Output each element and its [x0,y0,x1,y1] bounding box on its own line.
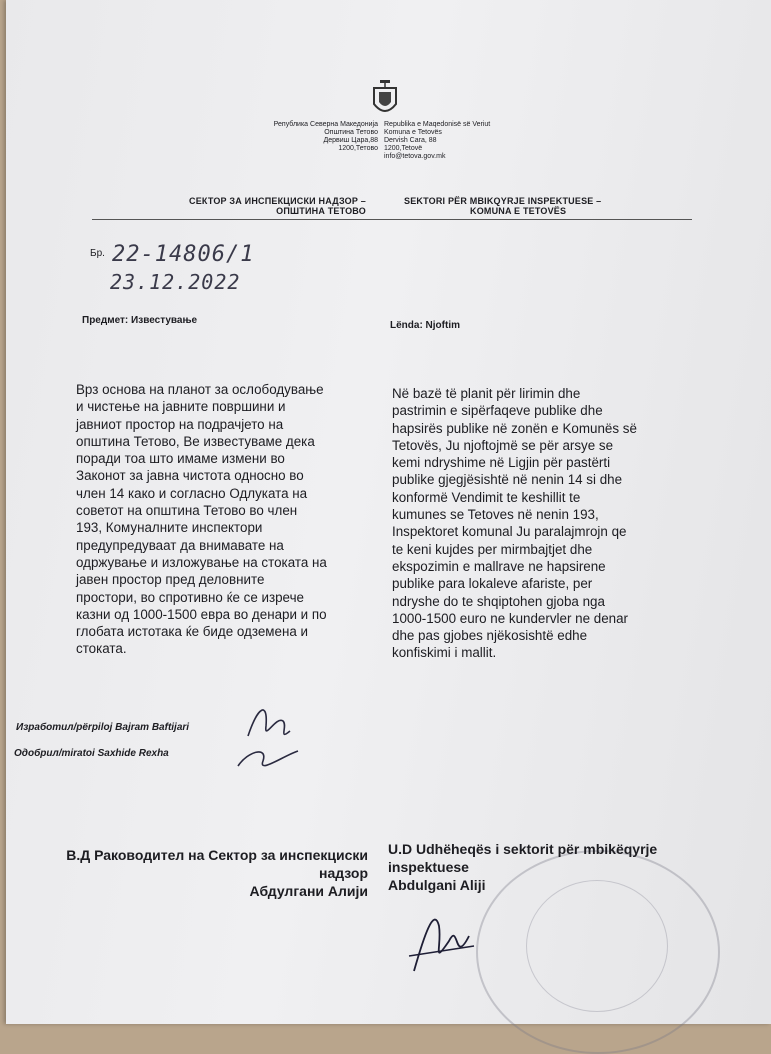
coat-of-arms-icon [368,80,402,120]
header-right [384,121,554,161]
footer-mk-line2: надзор [318,865,368,881]
body-line: publike para lokaleve afariste, per [392,576,593,592]
footer-mk [26,846,368,900]
body-line: kumunes se Tetoves në nenin 193, [392,507,599,523]
official-stamp-inner [526,880,668,1012]
body-line: простори, во спротивно ќе се изрече [76,589,304,605]
sector-sq-line2: KOMUNA E TETOVËS [470,206,567,216]
header-left-line3: Дервиш Цара,88 [323,137,378,144]
body-line: ekspozimin e mallrave ne hapsirene [392,558,606,574]
footer-sq-line2: inspektuese [388,859,469,875]
body-line: предупредуваат да внимавате на [76,537,284,553]
header-email: info@tetova.gov.mk [384,153,446,160]
header-left-line1: Република Северна Македонија [273,121,378,128]
header-right-line1: Republika e Maqedonisë së Veriut [384,121,491,128]
footer-sq-name: Abdulgani Aliji [388,877,486,893]
footer-sq-line1: U.D Udhëheqës i sektorit për mbikëqyrje [388,841,658,857]
sector-mk-line1: СЕКТОР ЗА ИНСПЕКЦИСКИ НАДЗОР – [189,196,366,206]
header-left-line4: 1200,Тетово [338,145,378,152]
body-line: te keni kujdes per mirmbajtjet dhe [392,541,593,557]
header-right-line2: Komuna e Tetovës [384,129,442,136]
sector-mk-line2: ОПШТИНА ТЕТОВО [276,206,366,216]
body-line: kemi ndryshime në Ligjin për pastërti [392,455,611,471]
body-line: konformë Vendimit te keshillit te [392,489,581,505]
body-line: член 14 како и согласно Одлуката на [76,485,308,501]
subject-sq: Lënda: Njoftim [390,320,460,331]
reference-prefix: Бр. [90,248,105,259]
body-line: pastrimin e sipërfaqeve publike dhe [392,403,603,419]
body-line: јавен простор пред деловните [76,572,265,588]
body-line: поради тоа што имаме измени во [76,451,285,467]
approved-by: Одобрил/miratoi Saxhide Rexha [14,748,169,759]
header-right-line4: 1200,Tetovë [384,145,423,152]
body-line: казни од 1000-1500 евра во денари и по [76,606,327,622]
body-line: ndryshe do te shqiptohen gjoba nga [392,593,605,609]
footer-mk-line1: В.Д Раководител на Сектор за инспекциски [66,847,368,863]
header-left-line2: Општина Тетово [324,129,378,136]
header-divider [92,219,692,220]
sector-sq-line1: SEKTORI PËR MBIKQYRJE INSPEKTUESE – [404,196,602,206]
head-signature [404,896,484,986]
handwritten-signatures [228,696,308,786]
footer-mk-name: Абдулгани Алији [249,883,368,899]
body-line: и чистење на јавните површини и [76,399,286,415]
sector-title-mk [126,196,366,216]
body-line: hapsirës publike në zonën e Komunës së [392,420,637,436]
document-page [6,0,771,1024]
body-line: Врз основа на планот за ослободување [76,382,324,397]
body-line: јавниот простор на подрачјето на [76,416,284,432]
body-line: одржување и изложување на стоката на [76,554,327,570]
body-line: Në bazë të planit për lirimin dhe [392,386,581,401]
reference-date: 23.12.2022 [110,270,241,294]
body-line: глобата истотака ќе биде одземена и [76,624,308,640]
body-text-sq [392,385,684,662]
header-left [228,121,378,153]
prepared-by: Изработил/përpiloj Bajram Baftijari [16,722,190,733]
body-text-mk [76,381,368,658]
header-right-line3: Dervish Cara, 88 [384,137,437,144]
body-line: 193, Комуналните инспектори [76,520,263,536]
subject-mk: Предмет: Известување [82,315,198,326]
body-line: Inspektoret komunal Ju paralajmrojn qe [392,524,627,540]
sector-title-sq [404,196,704,216]
footer-sq [388,840,768,894]
body-line: konfiskimi i mallit. [392,645,497,661]
body-line: Tetovës, Ju njoftojmë se për arsye se [392,437,614,453]
body-line: стоката. [76,641,127,657]
body-line: 1000-1500 euro ne kundervler ne denar [392,610,628,626]
body-line: општина Тетово, Ве известуваме дека [76,433,315,449]
reference-number: 22-14806/1 [112,242,255,267]
body-line: советот на општина Тетово во член [76,503,298,519]
body-line: Законот за јавна чистота односно во [76,468,304,484]
body-line: publike gjegjësishtë në nenin 14 si dhe [392,472,623,488]
body-line: dhe pas gjobes njëkosishtë edhe [392,628,588,644]
